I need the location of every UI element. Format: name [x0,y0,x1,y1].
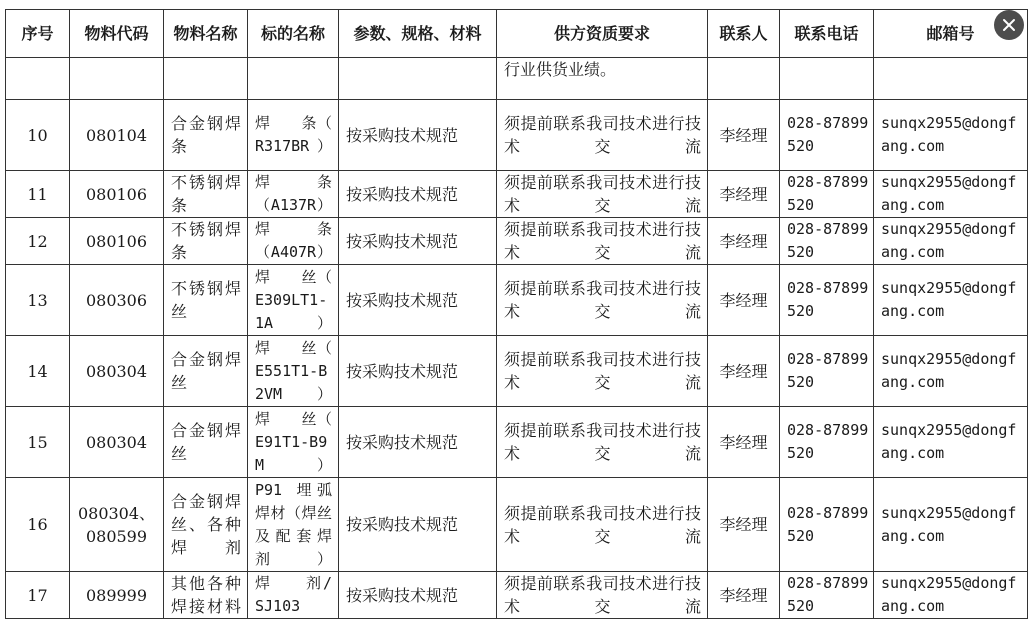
cell-phone: 028-87899520 [780,407,874,478]
cell-target: 焊 条（A407R） [248,218,339,265]
cell-empty [164,58,248,100]
table-row [6,171,1028,218]
close-button[interactable] [994,10,1024,40]
cell-email[interactable]: sunqx2955@dongfang.com [874,171,1028,218]
header-spec: 参数、规格、材料 [339,10,497,58]
cell-target: 焊 条（ R317BR） [248,100,339,171]
header-no: 序号 [6,10,70,58]
cell-spec: 按采购技术规范 [339,171,497,218]
cell-spec: 按采购技术规范 [339,407,497,478]
cell-empty [780,58,874,100]
cell-material: 不锈钢焊条 [164,218,248,265]
cell-contact: 李经理 [708,100,780,171]
cell-email[interactable]: sunqx2955@dongfang.com [874,336,1028,407]
cell-code: 080104 [70,100,164,171]
cell-code: 080304 [70,336,164,407]
cell-phone: 028-87899520 [780,336,874,407]
cell-spec: 按采购技术规范 [339,572,497,619]
cell-no: 17 [6,572,70,619]
table-row [6,478,1028,572]
cell-phone: 028-87899520 [780,171,874,218]
cell-spec: 按采购技术规范 [339,218,497,265]
continuation-row [6,58,1028,100]
cell-contact: 李经理 [708,572,780,619]
table-row [6,100,1028,171]
cell-no: 10 [6,100,70,171]
cell-requirement: 须提前联系我司技术进行技术交流 [497,265,708,336]
cell-requirement: 须提前联系我司技术进行技术交流 [497,478,708,572]
procurement-table [5,9,1028,619]
close-x-icon [1002,18,1016,32]
cell-email[interactable]: sunqx2955@dongfang.com [874,265,1028,336]
cell-empty [339,58,497,100]
cell-email[interactable]: sunqx2955@dongfang.com [874,572,1028,619]
cell-no: 13 [6,265,70,336]
table-row [6,572,1028,619]
cell-code: 080304 [70,407,164,478]
cell-target: 焊 丝（ E551T1-B2VM） [248,336,339,407]
header-requirement: 供方资质要求 [497,10,708,58]
cell-requirement: 须提前联系我司技术进行技术交流 [497,572,708,619]
header-target: 标的名称 [248,10,339,58]
cell-no: 15 [6,407,70,478]
cell-target: 焊 丝（ E309LT1-1A） [248,265,339,336]
cell-requirement: 须提前联系我司技术进行技术交流 [497,171,708,218]
cell-no: 11 [6,171,70,218]
cell-contact: 李经理 [708,407,780,478]
cell-contact: 李经理 [708,336,780,407]
cell-target: P91 埋弧焊材（焊丝及配套焊剂） [248,478,339,572]
cell-material: 其他各种焊接材料 [164,572,248,619]
cell-email[interactable]: sunqx2955@dongfang.com [874,100,1028,171]
cell-phone: 028-87899520 [780,572,874,619]
cell-empty [70,58,164,100]
cell-material: 不锈钢焊丝 [164,265,248,336]
cell-target: 焊 丝（ E91T1-B9M） [248,407,339,478]
cell-requirement: 须提前联系我司技术进行技术交流 [497,100,708,171]
cell-spec: 按采购技术规范 [339,336,497,407]
cell-material: 合金钢焊丝 [164,336,248,407]
cell-empty [874,58,1028,100]
cell-requirement: 须提前联系我司技术进行技术交流 [497,218,708,265]
cell-code: 080106 [70,171,164,218]
table-row [6,218,1028,265]
cell-material: 合金钢焊丝 [164,407,248,478]
cell-phone: 028-87899520 [780,218,874,265]
cell-email[interactable]: sunqx2955@dongfang.com [874,478,1028,572]
cell-target: 焊 条（A137R） [248,171,339,218]
cell-code: 080106 [70,218,164,265]
cell-target: 焊 剂/SJ103 [248,572,339,619]
cell-contact: 李经理 [708,265,780,336]
cell-no: 12 [6,218,70,265]
cell-contact: 李经理 [708,171,780,218]
table-row [6,265,1028,336]
cell-requirement: 须提前联系我司技术进行技术交流 [497,407,708,478]
cell-code: 089999 [70,572,164,619]
header-code: 物料代码 [70,10,164,58]
cell-spec: 按采购技术规范 [339,100,497,171]
header-email: 邮箱号 [874,10,1028,58]
cell-empty [708,58,780,100]
header-phone: 联系电话 [780,10,874,58]
cell-no: 16 [6,478,70,572]
header-contact: 联系人 [708,10,780,58]
cell-requirement-continued: 行业供货业绩。 [497,58,708,100]
cell-phone: 028-87899520 [780,478,874,572]
table-row [6,407,1028,478]
cell-code: 080304、080599 [70,478,164,572]
cell-email[interactable]: sunqx2955@dongfang.com [874,218,1028,265]
cell-contact: 李经理 [708,478,780,572]
cell-material: 不锈钢焊条 [164,171,248,218]
cell-no: 14 [6,336,70,407]
cell-material: 合金钢焊条 [164,100,248,171]
cell-empty [6,58,70,100]
cell-email[interactable]: sunqx2955@dongfang.com [874,407,1028,478]
cell-phone: 028-87899520 [780,265,874,336]
cell-contact: 李经理 [708,218,780,265]
cell-spec: 按采购技术规范 [339,478,497,572]
header-material: 物料名称 [164,10,248,58]
cell-code: 080306 [70,265,164,336]
cell-phone: 028-87899520 [780,100,874,171]
cell-requirement: 须提前联系我司技术进行技术交流 [497,336,708,407]
cell-empty [248,58,339,100]
table-row [6,336,1028,407]
cell-material: 合金钢焊丝、各种焊剂 [164,478,248,572]
header-row [6,10,1028,58]
cell-spec: 按采购技术规范 [339,265,497,336]
